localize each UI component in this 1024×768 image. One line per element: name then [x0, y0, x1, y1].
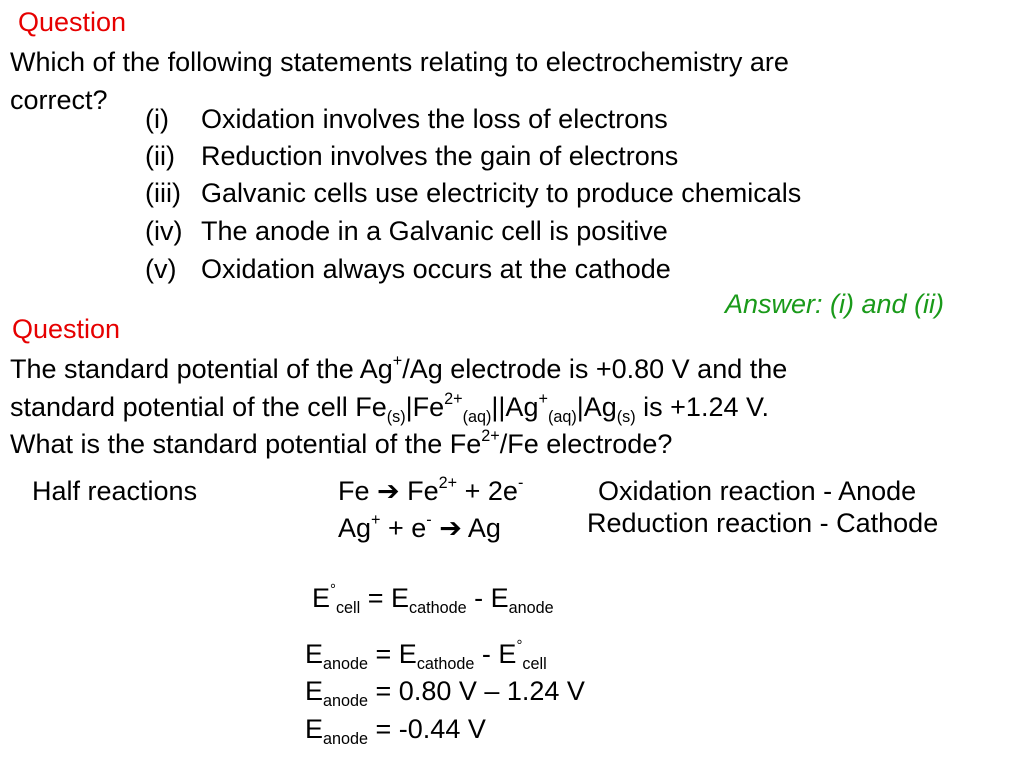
- arrow-right-icon: ➔: [377, 476, 400, 506]
- list-item-text: Reduction involves the gain of electrons: [201, 141, 679, 171]
- oxidation-label: Oxidation reaction - Anode: [598, 476, 917, 506]
- arrow-right-icon: ➔: [439, 513, 462, 543]
- reduction-half-reaction: Ag+ + e- ➔ Ag: [338, 510, 501, 543]
- list-item-number: (i): [145, 104, 169, 134]
- reduction-label: Reduction reaction - Cathode: [587, 508, 939, 538]
- list-item: [145, 253, 671, 285]
- list-item-text: Oxidation involves the loss of electrons: [201, 104, 668, 134]
- question-1-text-line-1: Which of the following statements relating to electrochemistry are: [10, 47, 789, 77]
- answer-text: Answer: (i) and (ii): [725, 289, 945, 319]
- equation-cell-potential: $E^\circ_{cell} = E_{cathode} - E_{anode}$: [312, 581, 554, 617]
- list-item-number: (v): [145, 254, 177, 284]
- question-2-line-1: The standard potential of the Ag+/Ag electrode is +0.80 V and the: [10, 351, 788, 384]
- list-item: [145, 177, 801, 209]
- question-2-label: Question: [12, 314, 121, 344]
- question-2-line-2: standard potential of the cell $Fe_{(s)}|Fe^{2+}_{(aq)}||Ag^+_{(aq)}|Ag_{(s)}$ is +1.24 V.: [10, 389, 770, 426]
- half-reactions-label: Half reactions: [32, 476, 198, 506]
- equation-anode-values: $E_{anode} = 0.80$ V – 1.24 V: [305, 676, 585, 710]
- list-item: [145, 140, 678, 172]
- list-item-number: (ii): [145, 141, 175, 171]
- list-item: [145, 103, 668, 135]
- equation-anode-rearranged: $E_{anode} = E_{cathode} - E^\circ_{cell}$: [305, 637, 547, 673]
- list-item-number: (iv): [145, 216, 183, 246]
- list-item-text: The anode in a Galvanic cell is positive: [201, 216, 668, 246]
- list-item-number: (iii): [145, 178, 181, 208]
- question-1-text-line-2: correct?: [10, 85, 108, 115]
- question-2-line-3: What is the standard potential of the $Fe^{2+}/Fe$ electrode?: [10, 426, 673, 459]
- list-item: [145, 215, 668, 247]
- list-item-text: Galvanic cells use electricity to produce chemicals: [201, 178, 802, 208]
- list-item-text: Oxidation always occurs at the cathode: [201, 254, 671, 284]
- equation-anode-result: $E_{anode} = -0.44$ V: [305, 714, 486, 748]
- oxidation-half-reaction: Fe ➔ $Fe^{2+} + 2e^-$: [338, 473, 524, 506]
- question-1-label: Question: [18, 7, 127, 37]
